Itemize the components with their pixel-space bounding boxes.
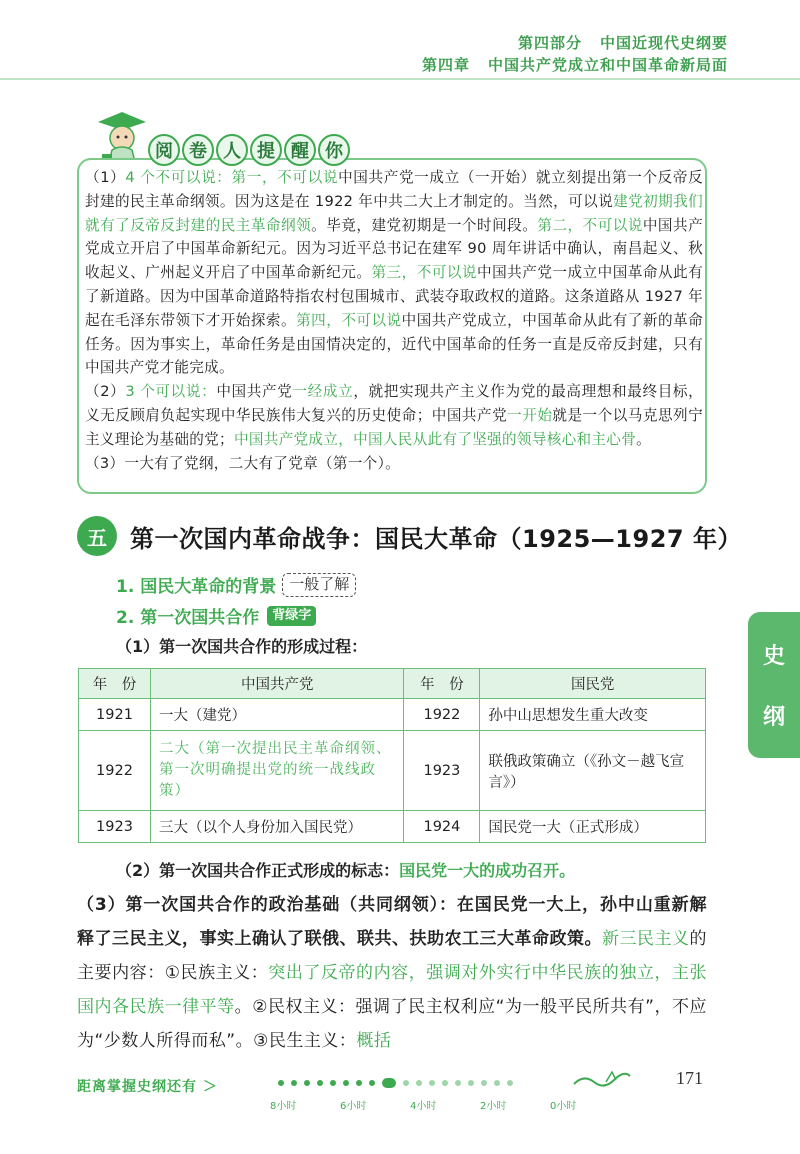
table-cell: 1924 bbox=[404, 811, 480, 843]
table-cell: 1922 bbox=[404, 699, 480, 731]
page-number: 171 bbox=[676, 1068, 703, 1088]
progress-dot bbox=[356, 1080, 362, 1086]
header-divider bbox=[0, 78, 800, 80]
table-header: 年 份 bbox=[404, 669, 480, 699]
table-cell: 联俄政策确立（《孙文－越飞宣言》） bbox=[480, 731, 706, 811]
progress-dot bbox=[494, 1080, 500, 1086]
tag-general-understanding: 一般了解 bbox=[282, 573, 356, 597]
hour-label: 2小时 bbox=[480, 1101, 507, 1112]
title-char: 阅 bbox=[148, 134, 180, 166]
part-title: 中国近现代史纲要 bbox=[599, 34, 728, 52]
subsection-formation: （1）第一次国共合作的形成过程： bbox=[116, 637, 368, 656]
progress-dot bbox=[317, 1080, 323, 1086]
reminder-point-2: （2）3 个可以说：中国共产党一经成立，就把实现共产主义作为党的最高理想和最终目标，义无反顾肩负起实现中华民族伟大复兴的历史使命；中国共产党一开始就是一个以马克思列宁主义理论为基础的党；中国共产党成立，中国人民从此有了坚强的领导核心和主心骨。 bbox=[85, 383, 704, 448]
subsection-cooperation bbox=[116, 603, 316, 628]
table-cell: 二大（第一次提出民主革命纲领、第一次明确提出党的统一战线政策） bbox=[150, 731, 404, 811]
table-row bbox=[79, 731, 706, 811]
chapter-title: 中国共产党成立和中国革命新局面 bbox=[487, 56, 728, 74]
progress-dot bbox=[481, 1080, 487, 1086]
progress-dot bbox=[455, 1080, 461, 1086]
progress-dot bbox=[278, 1080, 284, 1086]
chapter-label: 第四章 bbox=[421, 56, 470, 74]
progress-dot bbox=[468, 1080, 474, 1086]
title-char: 你 bbox=[318, 134, 350, 166]
progress-dot bbox=[330, 1080, 336, 1086]
title-char: 卷 bbox=[182, 134, 214, 166]
header-chapter bbox=[404, 54, 728, 75]
side-tab-char: 纲 bbox=[762, 705, 785, 730]
table-cell: 1923 bbox=[79, 811, 151, 843]
table-header: 中国共产党 bbox=[150, 669, 404, 699]
table-header-row bbox=[79, 669, 706, 699]
formation-mark-paragraph: （2）第一次国共合作正式形成的标志：国民党一大的成功召开。 bbox=[116, 861, 576, 880]
table-row bbox=[79, 699, 706, 731]
subsection-background-label: 1. 国民大革命的背景 bbox=[116, 577, 277, 597]
part-label: 第四部分 bbox=[517, 34, 582, 52]
tag-memorize-green: 背绿字 bbox=[267, 606, 316, 626]
subsection-background bbox=[116, 572, 356, 597]
reminder-title bbox=[148, 134, 350, 166]
table-row bbox=[79, 811, 706, 843]
table-cell: 1921 bbox=[79, 699, 151, 731]
table-cell: 孙中山思想发生重大改变 bbox=[480, 699, 706, 731]
reminder-point-1: （1）4 个不可以说：第一，不可以说中国共产党一成立（一开始）就立刻提出第一个反帝反封建的民主革命纲领。因为这是在 1922 年中共二大上才制定的。当然，可以说建党初期我们就有了反帝反封建的民主革命纲领。毕竟，建党初期是一个时间段。第二，不可以说中国共产党成立开启了中国革命新纪元。因为习近平总书记在建军 90 周年讲话中确认，南昌起义、秋收起义、广州起义开启了中国革命新纪元。第三，不可以说中国共产党一成立中国革命从此有了新道路。因为中国革命道路特指农村包围城市、武装夺取政权的道路。这条道路从 1927 年起在毛泽东带领下才开始探索。第四，不可以说中国共产党成立，中国革命从此有了新的革命任务。因为事实上，革命任务是由国情决定的，近代中国革命的任务一直是反帝反封建，只有中国共产党才能完成。 bbox=[85, 169, 703, 377]
wave-decoration-icon bbox=[572, 1068, 632, 1094]
progress-marker bbox=[382, 1078, 396, 1088]
hour-label: 4小时 bbox=[410, 1101, 437, 1112]
progress-dot bbox=[304, 1080, 310, 1086]
table-header: 国民党 bbox=[480, 669, 706, 699]
header-part bbox=[500, 32, 728, 53]
progress-dot bbox=[442, 1080, 448, 1086]
table-cell: 1923 bbox=[404, 731, 480, 811]
progress-dot bbox=[343, 1080, 349, 1086]
political-basis-paragraph: （3）第一次国共合作的政治基础（共同纲领）：在国民党一大上，孙中山重新解释了三民主义，事实上确认了联俄、联共、扶助农工三大革命政策。新三民主义的主要内容：①民族主义：突出了反帝的内容，强调对外实行中华民族的独立，主张国内各民族一律平等。②民权主义：强调了民主权利应“为一般平民所共有”，不应为“少数人所得而私”。③民生主义：概括 bbox=[77, 895, 708, 1051]
hour-label: 8小时 bbox=[270, 1101, 297, 1112]
side-tab-history-outline[interactable] bbox=[748, 612, 800, 758]
title-char: 人 bbox=[216, 134, 248, 166]
progress-dot bbox=[291, 1080, 297, 1086]
subsection-cooperation-label: 2. 第一次国共合作 bbox=[116, 608, 260, 628]
footer-progress-label: 距离掌握史纲还有 ＞ bbox=[77, 1079, 218, 1095]
progress-dot bbox=[369, 1080, 375, 1086]
table-cell: 1922 bbox=[79, 731, 151, 811]
reminder-point-3: （3）一大有了党纲，二大有了党章（第一个）。 bbox=[85, 454, 401, 472]
table-cell: 一大（建党） bbox=[150, 699, 404, 731]
progress-dots bbox=[278, 1078, 513, 1088]
reminder-text bbox=[85, 166, 703, 475]
title-char: 醒 bbox=[284, 134, 316, 166]
progress-dot bbox=[416, 1080, 422, 1086]
progress-dot bbox=[429, 1080, 435, 1086]
hour-label: 0小时 bbox=[550, 1101, 577, 1112]
table-cell: 三大（以个人身份加入国民党） bbox=[150, 811, 404, 843]
section-number-badge: 五 bbox=[77, 516, 117, 556]
progress-dot bbox=[403, 1080, 409, 1086]
side-tab-char: 史 bbox=[762, 644, 785, 669]
hour-label: 6小时 bbox=[340, 1101, 367, 1112]
table-header: 年 份 bbox=[79, 669, 151, 699]
table-cell: 国民党一大（正式形成） bbox=[480, 811, 706, 843]
formation-table bbox=[78, 668, 706, 843]
progress-dot bbox=[507, 1080, 513, 1086]
title-char: 提 bbox=[250, 134, 282, 166]
section-title: 第一次国内革命战争：国民大革命（1925—1927 年） bbox=[130, 525, 742, 553]
